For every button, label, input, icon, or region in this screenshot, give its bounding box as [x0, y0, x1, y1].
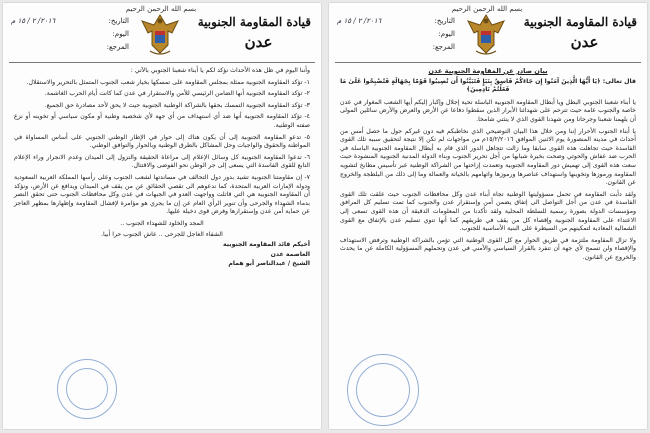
point-4: ٤- تؤكد المقاومة الجنوبية أنها ضد أي استهداف من أي جهة لأي شخصية وطنية أو مكون سياسي أو تخوينه أو نزع صفته الوطنية. [14, 113, 310, 129]
statement-body [14, 67, 310, 270]
statement-title: بيان صادر عن المقاومة الجنوبية عدن [428, 67, 548, 75]
signature-name: الشيخ / عبدالناصر أبو همام [228, 260, 310, 268]
basmala: بسم الله الرحمن الرحيم [451, 5, 523, 13]
point-7: ٧- إن مقاومتنا الجنوبية تشيد بدور دول التحالف في مساندتها لشعب الجنوب وعلى رأسها المملكة العربية السعودية ودولة الإمارات العربية المتحدة، كما ندعوهم الى تقصي الحقائق عن من يقف في الميدان ويدافع عن الأرض، ونؤكد أن المقاومة الجنوبية هي التي قاتلت وواجهت العدو في الجبهات في عدن وكل محافظات الجنوب حتى تحقق النصر بدماء الشهداء والجرحى وأن تنوير الرأي العام عن إن ما يجري هو مؤامرة لإفشال المقاومة وإظهارها بمظهر العاجز عن حماية أمن عدن وإستقرارها وفرض قوى دخيلة عليها. [14, 173, 310, 216]
date-label: التاريخ: [434, 17, 455, 25]
official-stamp [57, 359, 117, 419]
org-name-line1: قيادة المقاومة الجنوبية [197, 15, 311, 29]
letterhead [329, 3, 647, 65]
document-meta [337, 15, 455, 54]
signature-title: أخيكم قائد المقاومة الجنوبية [223, 241, 310, 249]
paragraph-3: ولقد دأبت المقاومة في تحمل مسؤوليتها الوطنية تجاه أبناء عدن وكل محافظات الجنوب حيث علقت تلك القوى الفاسدة في عدن من أجل التواصل الى إتفاق يضمن أمن وإستقرار عدن والجنوب كما تمت تسليم كل المرافق ومؤسسات الدولة بصورة رسمية للسلطة المحلية ولقد تأكدنا من المعلومات الدقيقة أن هذه القوى تسعى إلى الاعتداء على المقاومة الجنوبية وإقصاء كل من يقف في طريقهم كما أنها تنوي تسليم عدن بالإتفاق مع القوى الشمالية المعادية لتمكينهم من السيطرة على البنية الأساسية للجنوب. [340, 190, 636, 233]
official-stamp [347, 354, 419, 426]
org-name-line2: عدن [244, 33, 273, 51]
header-divider [9, 62, 315, 63]
date-value: ٢٠١٦/ ٢ / ١٥ م [337, 17, 382, 25]
paragraph-4: ولا تزال المقاومة ملتزمة في طريق الحوار مع كل القوى الوطنية التي تؤمن بالشراكة الوطنية وترفض الاستهداف والإقصاء ولن تسمح لأي جهة أن تنفرد بالقرار السياسي والأمني في عدن وتحملهم المسؤولية الكاملة عن ما يحدث والخروج عن القانون. [340, 236, 636, 261]
eagle-emblem-icon [138, 11, 182, 57]
date-value: ٢٠١٦/ ٢ / ١٥ م [11, 17, 56, 25]
point-3: ٣- تؤكد المقاومة الجنوبية التمسك بحقها بالشراكة الوطنية الجنوبية حيث لا يحق لأحد مصادرة حق الجميع. [44, 101, 310, 109]
statement-page-first [329, 3, 647, 429]
closing-line-wounded: الشفاء العاجل للجرحى .. عاش الجنوب حرا أبيا. [101, 230, 223, 238]
organization-name [523, 15, 637, 52]
org-name-line1: قيادة المقاومة الجنوبية [523, 15, 637, 29]
day-label: اليوم: [112, 30, 129, 38]
quran-verse: قال تعالى: ﴿يَا أَيُّهَا الَّذِينَ آمَنُوا إِن جَاءَكُمْ فَاسِقٌ بِنَبَإٍ فَتَبَيَّنُوا أَن تُصِيبُوا قَوْمًا بِجَهَالَةٍ فَتُصْبِحُوا عَلَىٰ مَا فَعَلْتُمْ نَادِمِينَ﴾ [340, 77, 636, 94]
reference-label: المرجع: [432, 43, 455, 51]
day-label: اليوم: [438, 30, 455, 38]
org-name-line2: عدن [570, 33, 599, 51]
statement-body [340, 67, 636, 265]
organization-name [197, 15, 311, 52]
intro-paragraph: وأننا اليوم في ظل هذه الأحداث نؤكد لكم يا أبناء شعبنا الجنوبي بالآتي : [130, 67, 310, 74]
statement-page-continuation [3, 3, 321, 429]
signature-city: العاصمة عدن [270, 250, 310, 258]
basmala: بسم الله الرحمن الرحيم [125, 5, 197, 13]
eagle-emblem-icon [464, 11, 508, 57]
letterhead [3, 3, 321, 65]
date-label: التاريخ: [108, 17, 129, 25]
paragraph-1: يا أبناء شعبنا الجنوبي البطل ويا أبطال المقاومة الجنوبية الباسلة تحية إجلال وإكبار إليكم أيها الشعب المغوار في عدن خاصة والجنوب عامة حيث تترحم على شهدائنا الأبرار الذين سقطوا دفاعا عن الأرض والعرض والأرض سائلين المولى أن يلهمنا شعبنا وجرحانا ومن شهدنا القوي الذي لا ينثني شامخا. [340, 98, 636, 123]
paragraph-2: يا أبناء الجنوب الأحرار إننا ومن خلال هذا البيان التوضيحي الذي نخاطبكم فيه دون غيركم حول ما حصل أمس من أحداث في مدينة المنصورة يوم الاثنين الموافق ١٥/٢/٢٠١٦م من مواجهات لم تكن إلا نتيجة لتحقيق سببه تلك القوى الفاسدة حيث تجاهلت هذه القوى سابقا وما زالت تتجاهل الدور الذي قام به أبطال المقاومة الجنوبية الباسلة في الحرب ضد عفاش والحوثي وضحت بخيرة شبابها من أجل تحرير الجنوب وبناء الدولة المدنية الجنوبية المنشودة حيث سعت هذه القوى إلى تهميش دور المقاومة الجنوبية وتعمدت إزاحتها من الشراكة الوطنية عبر تأسيس مطابخ لتشويه المقاومة ورموزها وتخوينها واستهداف عناصرها ورموزها واتهامهم بالخيانة والعمالة وما إلى ذلك من البلطجة والخروج عن القانون. [340, 127, 636, 187]
point-6: ٦- تدعوا المقاومة الجنوبية كل وسائل الإعلام إلى مراعاة الحقيقة والتزول إلى الميدان وعدم الانجرار وراء الإعلام التابع للقوى الفاسدة التي يسعى إلى جر الوطن نحو الفوضى والاقتتال. [14, 153, 310, 170]
reference-label: المرجع: [106, 43, 129, 51]
point-1: ١- تؤكد المقاومة الجنوبية ممثلة بمجلس المقاومة على تمسكها بخيار شعب الجنوب المتمثل بالتحرير والاستقلال. [26, 78, 310, 86]
point-5: ٥- تدعو المقاومة الجنوبية إلى أن يكون هناك إلى حوار في الإطار الوطني الجنوبي على أساس المساواة في المواطنة والحقوق والواجبات وحل المشاكل بالطرق الوطنية وبالحوار والتوافق الوطني. [14, 133, 310, 150]
header-divider [335, 62, 641, 63]
closing-line-glory: المجد والخلود للشهداء الجنوب .. [120, 219, 204, 227]
point-2: ٢- تؤكد المقاومة الجنوبية أنها الضامن الرئيسي للأمن والاستقرار في عدن كما كانت أيام الحرب الغاشمة. [44, 90, 310, 98]
document-meta [11, 15, 129, 54]
